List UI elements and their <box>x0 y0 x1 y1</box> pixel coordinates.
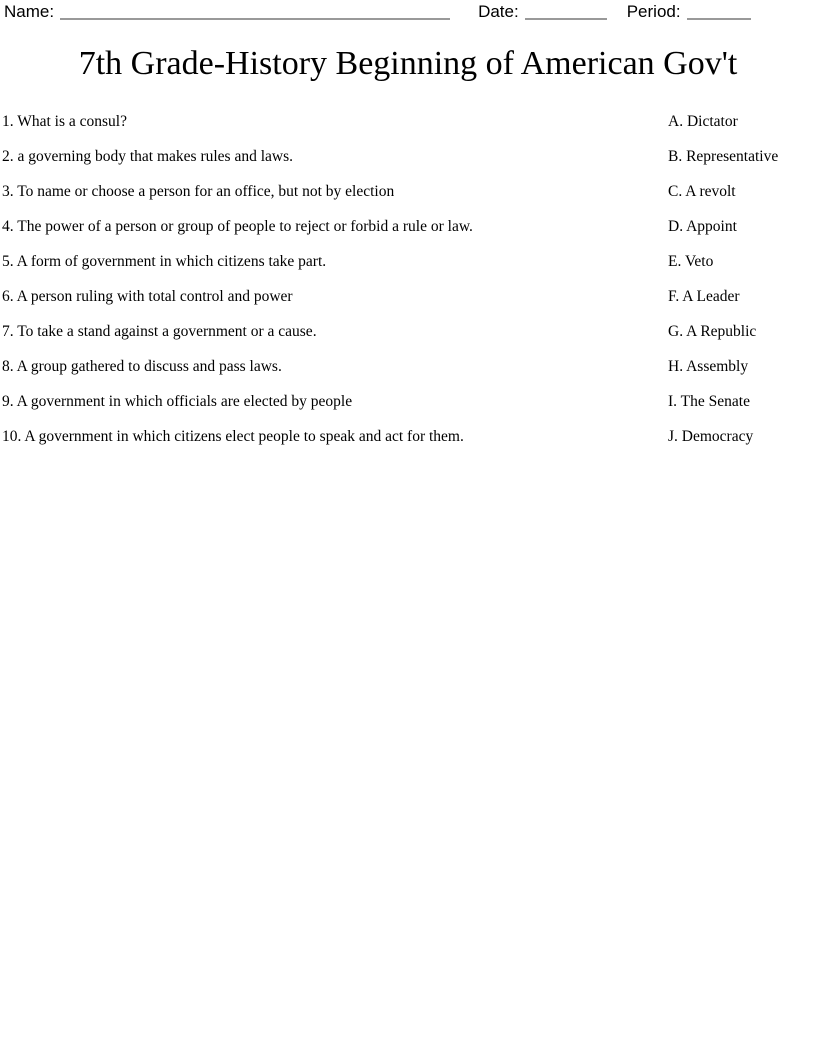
answer-letter: B. <box>668 148 683 165</box>
question-text: a governing body that makes rules and laws. <box>17 148 293 165</box>
question-item <box>2 392 668 412</box>
answer-text: Representative <box>686 148 779 165</box>
answer-text: A Leader <box>682 288 740 305</box>
date-label: Date: <box>478 2 519 21</box>
answer-item <box>668 392 816 412</box>
question-item <box>2 427 668 447</box>
question-number: 1. <box>2 113 14 130</box>
answer-letter: I. <box>668 393 678 410</box>
answer-text: Dictator <box>686 113 738 130</box>
answer-text: The Senate <box>680 393 750 410</box>
answer-item <box>668 252 816 272</box>
answer-letter: H. <box>668 358 684 375</box>
period-blank-line <box>687 5 751 20</box>
matching-section <box>0 112 816 462</box>
answer-text: Veto <box>684 253 714 270</box>
answer-letter: F. <box>668 288 680 305</box>
name-blank-line <box>60 5 450 20</box>
answer-text: A Republic <box>686 323 757 340</box>
question-item <box>2 287 668 307</box>
question-item <box>2 322 668 342</box>
answer-item <box>668 182 816 202</box>
question-text: What is a consul? <box>17 113 127 130</box>
question-number: 2. <box>2 148 14 165</box>
question-item <box>2 182 668 202</box>
question-text: A form of government in which citizens take part. <box>16 253 327 270</box>
answer-text: Appoint <box>686 218 737 235</box>
question-item <box>2 252 668 272</box>
answer-item <box>668 427 816 447</box>
question-text: To name or choose a person for an office, but not by election <box>17 183 395 200</box>
question-number: 8. <box>2 358 14 375</box>
header-row <box>0 0 816 22</box>
question-text: To take a stand against a government or a cause. <box>17 323 317 340</box>
question-item <box>2 147 668 167</box>
question-item <box>2 112 668 132</box>
answer-letter: J. <box>668 428 678 445</box>
answer-text: Democracy <box>681 428 754 445</box>
answer-column <box>668 112 816 462</box>
answer-item <box>668 217 816 237</box>
date-blank-line <box>525 5 607 20</box>
question-text: The power of a person or group of people to reject or forbid a rule or law. <box>17 218 473 235</box>
answer-text: Assembly <box>686 358 749 375</box>
answer-letter: C. <box>668 183 683 200</box>
answer-item <box>668 147 816 167</box>
answer-text: A revolt <box>685 183 736 200</box>
question-number: 10. <box>2 428 22 445</box>
question-column <box>0 112 668 462</box>
answer-item <box>668 287 816 307</box>
answer-letter: D. <box>668 218 684 235</box>
answer-letter: E. <box>668 253 682 270</box>
question-item <box>2 357 668 377</box>
name-label: Name: <box>4 2 55 21</box>
answer-item <box>668 357 816 377</box>
worksheet-title: 7th Grade-History Beginning of American Gov't <box>78 45 738 82</box>
question-item <box>2 217 668 237</box>
question-text: A government in which citizens elect people to speak and act for them. <box>24 428 464 445</box>
period-label: Period: <box>626 2 681 21</box>
answer-letter: A. <box>668 113 684 130</box>
question-text: A government in which officials are elected by people <box>16 393 353 410</box>
answer-item <box>668 322 816 342</box>
question-number: 5. <box>2 253 14 270</box>
question-number: 6. <box>2 288 14 305</box>
question-number: 3. <box>2 183 14 200</box>
question-number: 9. <box>2 393 14 410</box>
question-number: 7. <box>2 323 14 340</box>
question-text: A group gathered to discuss and pass laws. <box>16 358 282 375</box>
question-text: A person ruling with total control and power <box>16 288 293 305</box>
question-number: 4. <box>2 218 14 235</box>
answer-letter: G. <box>668 323 684 340</box>
answer-item <box>668 112 816 132</box>
